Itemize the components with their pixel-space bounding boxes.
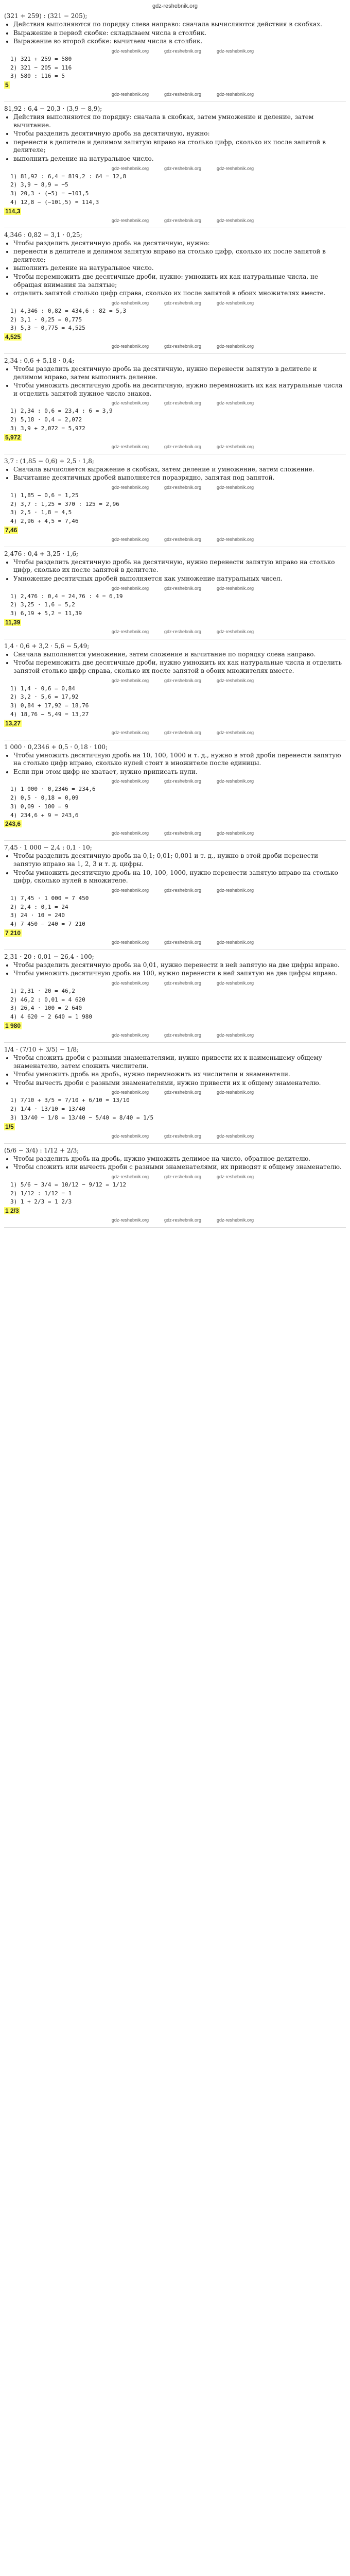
rule-item: • Сначала выполняется умножение, затем сложение и вычитание по порядку слева направо. bbox=[13, 651, 346, 659]
solution-block bbox=[4, 357, 346, 450]
solution-block bbox=[4, 231, 346, 349]
watermark-row bbox=[4, 584, 346, 591]
expression: 2,34 : 0,6 + 5,18 · 0,4; bbox=[4, 357, 75, 364]
watermark: gdz-reshebnik.org bbox=[164, 1032, 202, 1038]
watermark: gdz-reshebnik.org bbox=[217, 730, 254, 735]
rule-item: • Действия выполняются по порядку: сначала в скобках, затем умножение и деление, затем вычитание. bbox=[13, 113, 346, 129]
watermark: gdz-reshebnik.org bbox=[164, 1090, 202, 1095]
expression: 3,7 : (1,85 − 0,6) + 2,5 · 1,8; bbox=[4, 457, 94, 465]
divider bbox=[4, 840, 346, 841]
calc-step: 2) 3,9 − 8,9 = −5 bbox=[10, 181, 68, 189]
calc-step: 2) 3,7 : 1,25 = 370 : 125 = 2,96 bbox=[10, 500, 119, 507]
calc-step: 1) 2,34 : 0,6 = 23,4 : 6 = 3,9 bbox=[10, 408, 113, 415]
calc-step: 1) 2,476 : 0,4 = 24,76 : 4 = 6,19 bbox=[10, 592, 123, 600]
solution-block bbox=[4, 844, 346, 945]
solution-block bbox=[4, 1046, 346, 1139]
answer-line bbox=[4, 1022, 346, 1029]
watermark: gdz-reshebnik.org bbox=[164, 536, 202, 542]
calc-step: 2) 1/12 : 1/12 = 1 bbox=[10, 1190, 72, 1197]
answer-value: 7,46 bbox=[5, 526, 18, 534]
answer-line bbox=[4, 1207, 346, 1214]
calc-step: 4) 2,96 + 4,5 = 7,46 bbox=[10, 518, 79, 525]
watermark: gdz-reshebnik.org bbox=[111, 400, 149, 406]
watermark: gdz-reshebnik.org bbox=[217, 887, 254, 893]
watermark: gdz-reshebnik.org bbox=[164, 778, 202, 784]
rules-list bbox=[13, 651, 346, 675]
watermark: gdz-reshebnik.org bbox=[111, 980, 149, 986]
watermark: gdz-reshebnik.org bbox=[217, 831, 254, 836]
calc-step: 4) 4 620 − 2 640 = 1 980 bbox=[10, 1013, 92, 1021]
rule-item: • выполнить деление на натуральное число. bbox=[13, 264, 346, 273]
watermark: gdz-reshebnik.org bbox=[164, 1217, 202, 1223]
watermark-row bbox=[4, 342, 346, 349]
rules-list bbox=[13, 113, 346, 163]
rule-item: • Чтобы разделить десятичную дробь на десятичную, нужно: bbox=[13, 240, 346, 248]
watermark: gdz-reshebnik.org bbox=[217, 48, 254, 54]
answer-line bbox=[4, 434, 346, 441]
watermark: gdz-reshebnik.org bbox=[111, 484, 149, 490]
answer-value: 1/5 bbox=[5, 1123, 14, 1130]
expression: 1/4 · (7/10 + 3/5) − 1/8; bbox=[4, 1045, 79, 1053]
divider bbox=[4, 101, 346, 102]
answer-value: 243,6 bbox=[5, 820, 21, 828]
watermark-row bbox=[4, 886, 346, 893]
watermark: gdz-reshebnik.org bbox=[111, 1032, 149, 1038]
answer-line bbox=[4, 720, 346, 727]
watermark: gdz-reshebnik.org bbox=[111, 887, 149, 893]
rules-list bbox=[13, 961, 346, 978]
rule-item: • Умножение десятичных дробей выполняется как умножение натуральных чисел. bbox=[13, 575, 346, 583]
answer-value: 5,972 bbox=[5, 433, 21, 441]
calc-step: 3) 6,19 + 5,2 = 11,39 bbox=[10, 610, 82, 617]
watermark: gdz-reshebnik.org bbox=[217, 165, 254, 171]
rule-item: • перенести в делителе и делимом запятую вправо на столько цифр, сколько их после запятой в делителе; bbox=[13, 139, 346, 155]
rule-item: • Чтобы умножить дробь на дробь, нужно перемножить их числители и знаменатели. bbox=[13, 1071, 346, 1079]
watermark: gdz-reshebnik.org bbox=[217, 536, 254, 542]
rule-item: • Чтобы разделить десятичную дробь на десятичную, нужно перенести запятую в делителе и делимом вправо, затем выполнить деление. bbox=[13, 365, 346, 381]
watermark: gdz-reshebnik.org bbox=[217, 778, 254, 784]
watermark: gdz-reshebnik.org bbox=[111, 939, 149, 945]
rule-item: • Чтобы разделить десятичную дробь на 0,01, нужно перенести в ней запятую на две цифры вправо. bbox=[13, 961, 346, 970]
expression: 2,31 · 20 : 0,01 − 26,4 · 100; bbox=[4, 953, 94, 960]
answer-line bbox=[4, 527, 346, 534]
watermark: gdz-reshebnik.org bbox=[111, 1133, 149, 1139]
rules-list bbox=[13, 466, 346, 482]
watermark-row bbox=[4, 777, 346, 784]
watermark: gdz-reshebnik.org bbox=[164, 300, 202, 306]
calc-step: 3) 0,84 + 17,92 = 18,76 bbox=[10, 702, 89, 709]
expression: 81,92 : 6,4 − 20,3 · (3,9 − 8,9); bbox=[4, 105, 102, 113]
watermark: gdz-reshebnik.org bbox=[111, 730, 149, 735]
divider bbox=[4, 1227, 346, 1228]
calc-step: 1) 4,346 : 0,82 = 434,6 : 82 = 5,3 bbox=[10, 307, 127, 314]
calc-step: 3) 13/40 − 1/8 = 13/40 − 5/40 = 8/40 = 1/5 bbox=[10, 1114, 154, 1121]
watermark: gdz-reshebnik.org bbox=[217, 1133, 254, 1139]
calc-step: 3) 24 · 10 = 240 bbox=[10, 912, 65, 919]
watermark: gdz-reshebnik.org bbox=[111, 165, 149, 171]
rule-item: • Чтобы перемножить две десятичные дроби, нужно: умножить их как натуральные числа, не обращая внимания на запятые; bbox=[13, 273, 346, 289]
calc-step: 2) 5,18 · 0,4 = 2,072 bbox=[10, 416, 82, 423]
rule-item: • выполнить деление на натуральное число. bbox=[13, 155, 346, 163]
rule-item: • Чтобы разделить дробь на дробь, нужно умножить делимое на число, обратное делителю. bbox=[13, 1155, 346, 1163]
calc-step: 1) 7,45 · 1 000 = 7 450 bbox=[10, 894, 89, 902]
watermark: gdz-reshebnik.org bbox=[111, 217, 149, 223]
rule-item: • Выражение во второй скобке: вычитаем числа в столбик. bbox=[13, 38, 346, 46]
rule-item: • Чтобы сложить дроби с разными знаменателями, нужно привести их к наименьшему общему знаменателю, затем сложить числители. bbox=[13, 1054, 346, 1070]
watermark: gdz-reshebnik.org bbox=[217, 1217, 254, 1223]
watermark: gdz-reshebnik.org bbox=[164, 887, 202, 893]
watermark: gdz-reshebnik.org bbox=[217, 300, 254, 306]
calc-step: 2) 0,5 · 0,18 = 0,09 bbox=[10, 794, 79, 802]
rules-list bbox=[13, 752, 346, 776]
watermark: gdz-reshebnik.org bbox=[111, 831, 149, 836]
divider bbox=[4, 1143, 346, 1144]
rule-item: • Чтобы разделить десятичную дробь на десятичную, нужно перенести запятую вправо на столько цифр, сколько их после запятой в делителе. bbox=[13, 558, 346, 574]
watermark: gdz-reshebnik.org bbox=[217, 400, 254, 406]
watermark: gdz-reshebnik.org bbox=[164, 730, 202, 735]
rule-item: • Чтобы разделить десятичную дробь на 0,1; 0,01; 0,001 и т. д., нужно в этой дроби перенести запятую вправо на 1, 2, 3 и т. д. цифры. bbox=[13, 852, 346, 868]
expression: 1,4 · 0,6 + 3,2 · 5,6 − 5,49; bbox=[4, 642, 90, 650]
watermark: gdz-reshebnik.org bbox=[217, 939, 254, 945]
answer-value: 1 980 bbox=[5, 1022, 21, 1029]
answer-value: 1 2/3 bbox=[5, 1207, 19, 1215]
rules-list bbox=[13, 240, 346, 298]
watermark: gdz-reshebnik.org bbox=[217, 585, 254, 591]
calc-step: 3) 3,9 + 2,072 = 5,972 bbox=[10, 425, 85, 432]
calc-step: 1) 7/10 + 3/5 = 7/10 + 6/10 = 13/10 bbox=[10, 1097, 130, 1104]
watermark: gdz-reshebnik.org bbox=[164, 980, 202, 986]
watermark: gdz-reshebnik.org bbox=[164, 484, 202, 490]
watermark-row bbox=[4, 728, 346, 736]
watermark-row bbox=[4, 299, 346, 306]
calc-step: 2) 3,1 · 0,25 = 0,775 bbox=[10, 316, 82, 323]
calc-step: 1) 2,31 · 20 = 46,2 bbox=[10, 987, 75, 994]
watermark-row bbox=[4, 628, 346, 635]
rules-list bbox=[13, 21, 346, 46]
calc-step: 3) 5,3 − 0,775 = 4,525 bbox=[10, 325, 85, 332]
watermark: gdz-reshebnik.org bbox=[164, 444, 202, 449]
calc-step: 3) 580 : 116 = 5 bbox=[10, 73, 65, 80]
watermark-row bbox=[4, 829, 346, 836]
content bbox=[4, 12, 346, 1228]
watermark: gdz-reshebnik.org bbox=[111, 344, 149, 349]
calc-step: 3) 20,3 · (−5) = −101,5 bbox=[10, 190, 89, 197]
rule-item: • Чтобы умножить десятичную дробь на 10, 100, 1000, нужно перенести запятую вправо на столько цифр, сколько нулей в множителе. bbox=[13, 869, 346, 885]
rule-item: • Чтобы умножить десятичную дробь на 100, нужно перенести в ней запятую на две цифры вправо. bbox=[13, 970, 346, 978]
solution-block bbox=[4, 953, 346, 1038]
watermark-row bbox=[4, 1031, 346, 1038]
watermark: gdz-reshebnik.org bbox=[217, 484, 254, 490]
watermark: gdz-reshebnik.org bbox=[111, 1090, 149, 1095]
calc-step: 2) 2,4 : 0,1 = 24 bbox=[10, 903, 68, 910]
page bbox=[0, 0, 350, 1234]
divider bbox=[4, 1042, 346, 1043]
watermark: gdz-reshebnik.org bbox=[164, 585, 202, 591]
expression: (321 + 259) : (321 − 205); bbox=[4, 12, 87, 20]
watermark-row bbox=[4, 938, 346, 945]
calc-step: 4) 7 450 − 240 = 7 210 bbox=[10, 921, 85, 928]
watermark: gdz-reshebnik.org bbox=[164, 629, 202, 634]
rules-list bbox=[13, 365, 346, 398]
calc-step: 1) 321 + 259 = 580 bbox=[10, 55, 72, 62]
watermark: gdz-reshebnik.org bbox=[217, 629, 254, 634]
watermark: gdz-reshebnik.org bbox=[164, 677, 202, 683]
rules-list bbox=[13, 852, 346, 885]
watermark: gdz-reshebnik.org bbox=[217, 344, 254, 349]
watermark: gdz-reshebnik.org bbox=[111, 629, 149, 634]
calc-step: 2) 321 − 205 = 116 bbox=[10, 64, 72, 71]
watermark-row bbox=[4, 1173, 346, 1180]
expression: 7,45 · 1 000 − 2,4 : 0,1 · 10; bbox=[4, 844, 92, 852]
watermark: gdz-reshebnik.org bbox=[217, 217, 254, 223]
calc-step: 1) 5/6 − 3/4 = 10/12 − 9/12 = 1/12 bbox=[10, 1181, 127, 1188]
rule-item: • Выражение в первой скобке: складываем числа в столбик. bbox=[13, 29, 346, 38]
rule-item: • Чтобы разделить десятичную дробь на десятичную, нужно: bbox=[13, 130, 346, 138]
watermark: gdz-reshebnik.org bbox=[164, 165, 202, 171]
answer-line bbox=[4, 619, 346, 626]
watermark-row bbox=[4, 1216, 346, 1223]
solution-block bbox=[4, 457, 346, 543]
watermark: gdz-reshebnik.org bbox=[111, 300, 149, 306]
answer-value: 11,39 bbox=[5, 618, 21, 626]
solution-block bbox=[4, 642, 346, 736]
expression: 4,346 : 0,82 − 3,1 · 0,25; bbox=[4, 231, 82, 239]
watermark-row bbox=[4, 164, 346, 172]
watermark-row bbox=[4, 47, 346, 54]
watermark: gdz-reshebnik.org bbox=[164, 400, 202, 406]
watermark-row bbox=[4, 399, 346, 406]
watermark: gdz-reshebnik.org bbox=[217, 677, 254, 683]
watermark-row bbox=[4, 1132, 346, 1139]
watermark-row bbox=[4, 979, 346, 986]
watermark: gdz-reshebnik.org bbox=[217, 1090, 254, 1095]
rule-item: • Действия выполняются по порядку слева направо: сначала вычисляются действия в скобках. bbox=[13, 21, 346, 29]
answer-line bbox=[4, 81, 346, 89]
watermark: gdz-reshebnik.org bbox=[217, 1032, 254, 1038]
rule-item: • Если при этом цифр не хватает, нужно приписать нули. bbox=[13, 768, 346, 776]
calc-step: 2) 3,2 · 5,6 = 17,92 bbox=[10, 693, 79, 701]
answer-line bbox=[4, 1123, 346, 1130]
calc-step: 1) 81,92 : 6,4 = 819,2 : 64 = 12,8 bbox=[10, 173, 127, 180]
watermark: gdz-reshebnik.org bbox=[111, 1174, 149, 1179]
answer-line bbox=[4, 929, 346, 937]
solution-block bbox=[4, 1147, 346, 1223]
rule-item: • Чтобы сложить или вычесть дроби с разными знаменателями, их приводят к общему знаменателю. bbox=[13, 1163, 346, 1172]
answer-value: 7 210 bbox=[5, 929, 21, 937]
watermark: gdz-reshebnik.org bbox=[217, 444, 254, 449]
watermark: gdz-reshebnik.org bbox=[217, 92, 254, 97]
solution-block bbox=[4, 550, 346, 635]
rules-list bbox=[13, 558, 346, 583]
rule-item: • Чтобы вычесть дроби с разными знаменателями, нужно привести их к общему знаменателю. bbox=[13, 1079, 346, 1088]
rule-item: • Вычитание десятичных дробей выполняется поразрядно, запятая под запятой. bbox=[13, 474, 346, 482]
site-header[interactable]: gdz-reshebnik.org bbox=[152, 3, 198, 9]
calc-step: 2) 1/4 · 13/10 = 13/40 bbox=[10, 1106, 85, 1113]
calc-step: 1) 1 000 · 0,2346 = 234,6 bbox=[10, 786, 96, 793]
watermark: gdz-reshebnik.org bbox=[111, 48, 149, 54]
watermark-row bbox=[4, 216, 346, 224]
watermark: gdz-reshebnik.org bbox=[217, 980, 254, 986]
watermark-row bbox=[4, 535, 346, 543]
calc-step: 3) 0,09 · 100 = 9 bbox=[10, 803, 68, 810]
calc-step: 2) 46,2 : 0,01 = 4 620 bbox=[10, 996, 85, 1003]
solution-block bbox=[4, 105, 346, 224]
calc-step: 2) 3,25 · 1,6 = 5,2 bbox=[10, 601, 75, 608]
expression: 2,476 : 0,4 + 3,25 · 1,6; bbox=[4, 550, 79, 557]
watermark: gdz-reshebnik.org bbox=[164, 92, 202, 97]
rule-item: • Чтобы перемножить две десятичные дроби, нужно умножить их как натуральные числа и отделить запятой столько цифр справа, сколько их после запятой в обоих множителях вместе. bbox=[13, 659, 346, 675]
watermark: gdz-reshebnik.org bbox=[111, 677, 149, 683]
watermark: gdz-reshebnik.org bbox=[164, 344, 202, 349]
watermark-row bbox=[4, 676, 346, 684]
watermark: gdz-reshebnik.org bbox=[164, 1174, 202, 1179]
watermark-row bbox=[4, 90, 346, 97]
watermark: gdz-reshebnik.org bbox=[164, 1133, 202, 1139]
watermark: gdz-reshebnik.org bbox=[164, 939, 202, 945]
rules-list bbox=[13, 1054, 346, 1087]
calc-step: 1) 1,4 · 0,6 = 0,84 bbox=[10, 685, 75, 692]
calc-step: 3) 2,5 · 1,8 = 4,5 bbox=[10, 509, 72, 516]
rule-item: • Чтобы умножить десятичную дробь на десятичную, нужно перемножить их как натуральные числа и отделить запятой нужное число знаков. bbox=[13, 382, 346, 398]
watermark-row bbox=[4, 443, 346, 450]
calc-step: 3) 1 + 2/3 = 1 2/3 bbox=[10, 1198, 72, 1206]
rule-item: • перенести в делителе и делимом запятую вправо на столько цифр, сколько их после запятой в делителе; bbox=[13, 248, 346, 264]
watermark: gdz-reshebnik.org bbox=[111, 536, 149, 542]
rule-item: • отделить запятой столько цифр справа, сколько их после запятой в обоих множителях вместе. bbox=[13, 290, 346, 298]
answer-line bbox=[4, 208, 346, 215]
rule-item: • Сначала вычисляется выражение в скобках, затем деление и умножение, затем сложение. bbox=[13, 466, 346, 474]
watermark: gdz-reshebnik.org bbox=[111, 92, 149, 97]
solution-block bbox=[4, 12, 346, 97]
divider bbox=[4, 353, 346, 354]
answer-value: 114,3 bbox=[5, 207, 21, 215]
watermark: gdz-reshebnik.org bbox=[164, 48, 202, 54]
answer-value: 13,27 bbox=[5, 719, 21, 727]
watermark: gdz-reshebnik.org bbox=[164, 831, 202, 836]
answer-line bbox=[4, 333, 346, 341]
calc-step: 4) 12,8 − (−101,5) = 114,3 bbox=[10, 198, 99, 206]
watermark: gdz-reshebnik.org bbox=[111, 585, 149, 591]
watermark-row bbox=[4, 483, 346, 490]
answer-value: 4,525 bbox=[5, 333, 21, 341]
watermark: gdz-reshebnik.org bbox=[164, 217, 202, 223]
rules-list bbox=[13, 1155, 346, 1172]
answer-value: 5 bbox=[5, 81, 9, 89]
rule-item: • Чтобы умножить десятичную дробь на 10, 100, 1000 и т. д., нужно в этой дроби перенести запятую на столько цифр вправо, сколько нулей стоит в множителе после единицы. bbox=[13, 752, 346, 768]
watermark: gdz-reshebnik.org bbox=[217, 1174, 254, 1179]
watermark: gdz-reshebnik.org bbox=[111, 444, 149, 449]
expression: 1 000 · 0,2346 + 0,5 · 0,18 · 100; bbox=[4, 743, 108, 751]
calc-step: 1) 1,85 − 0,6 = 1,25 bbox=[10, 492, 79, 499]
calc-step: 4) 18,76 − 5,49 = 13,27 bbox=[10, 710, 89, 718]
calc-step: 3) 26,4 · 100 = 2 640 bbox=[10, 1005, 82, 1012]
calc-step: 4) 234,6 + 9 = 243,6 bbox=[10, 811, 79, 819]
solution-block bbox=[4, 743, 346, 837]
answer-line bbox=[4, 820, 346, 827]
expression: (5/6 − 3/4) : 1/12 + 2/3; bbox=[4, 1146, 79, 1154]
watermark: gdz-reshebnik.org bbox=[111, 1217, 149, 1223]
watermark-row bbox=[4, 1088, 346, 1095]
watermark: gdz-reshebnik.org bbox=[111, 778, 149, 784]
